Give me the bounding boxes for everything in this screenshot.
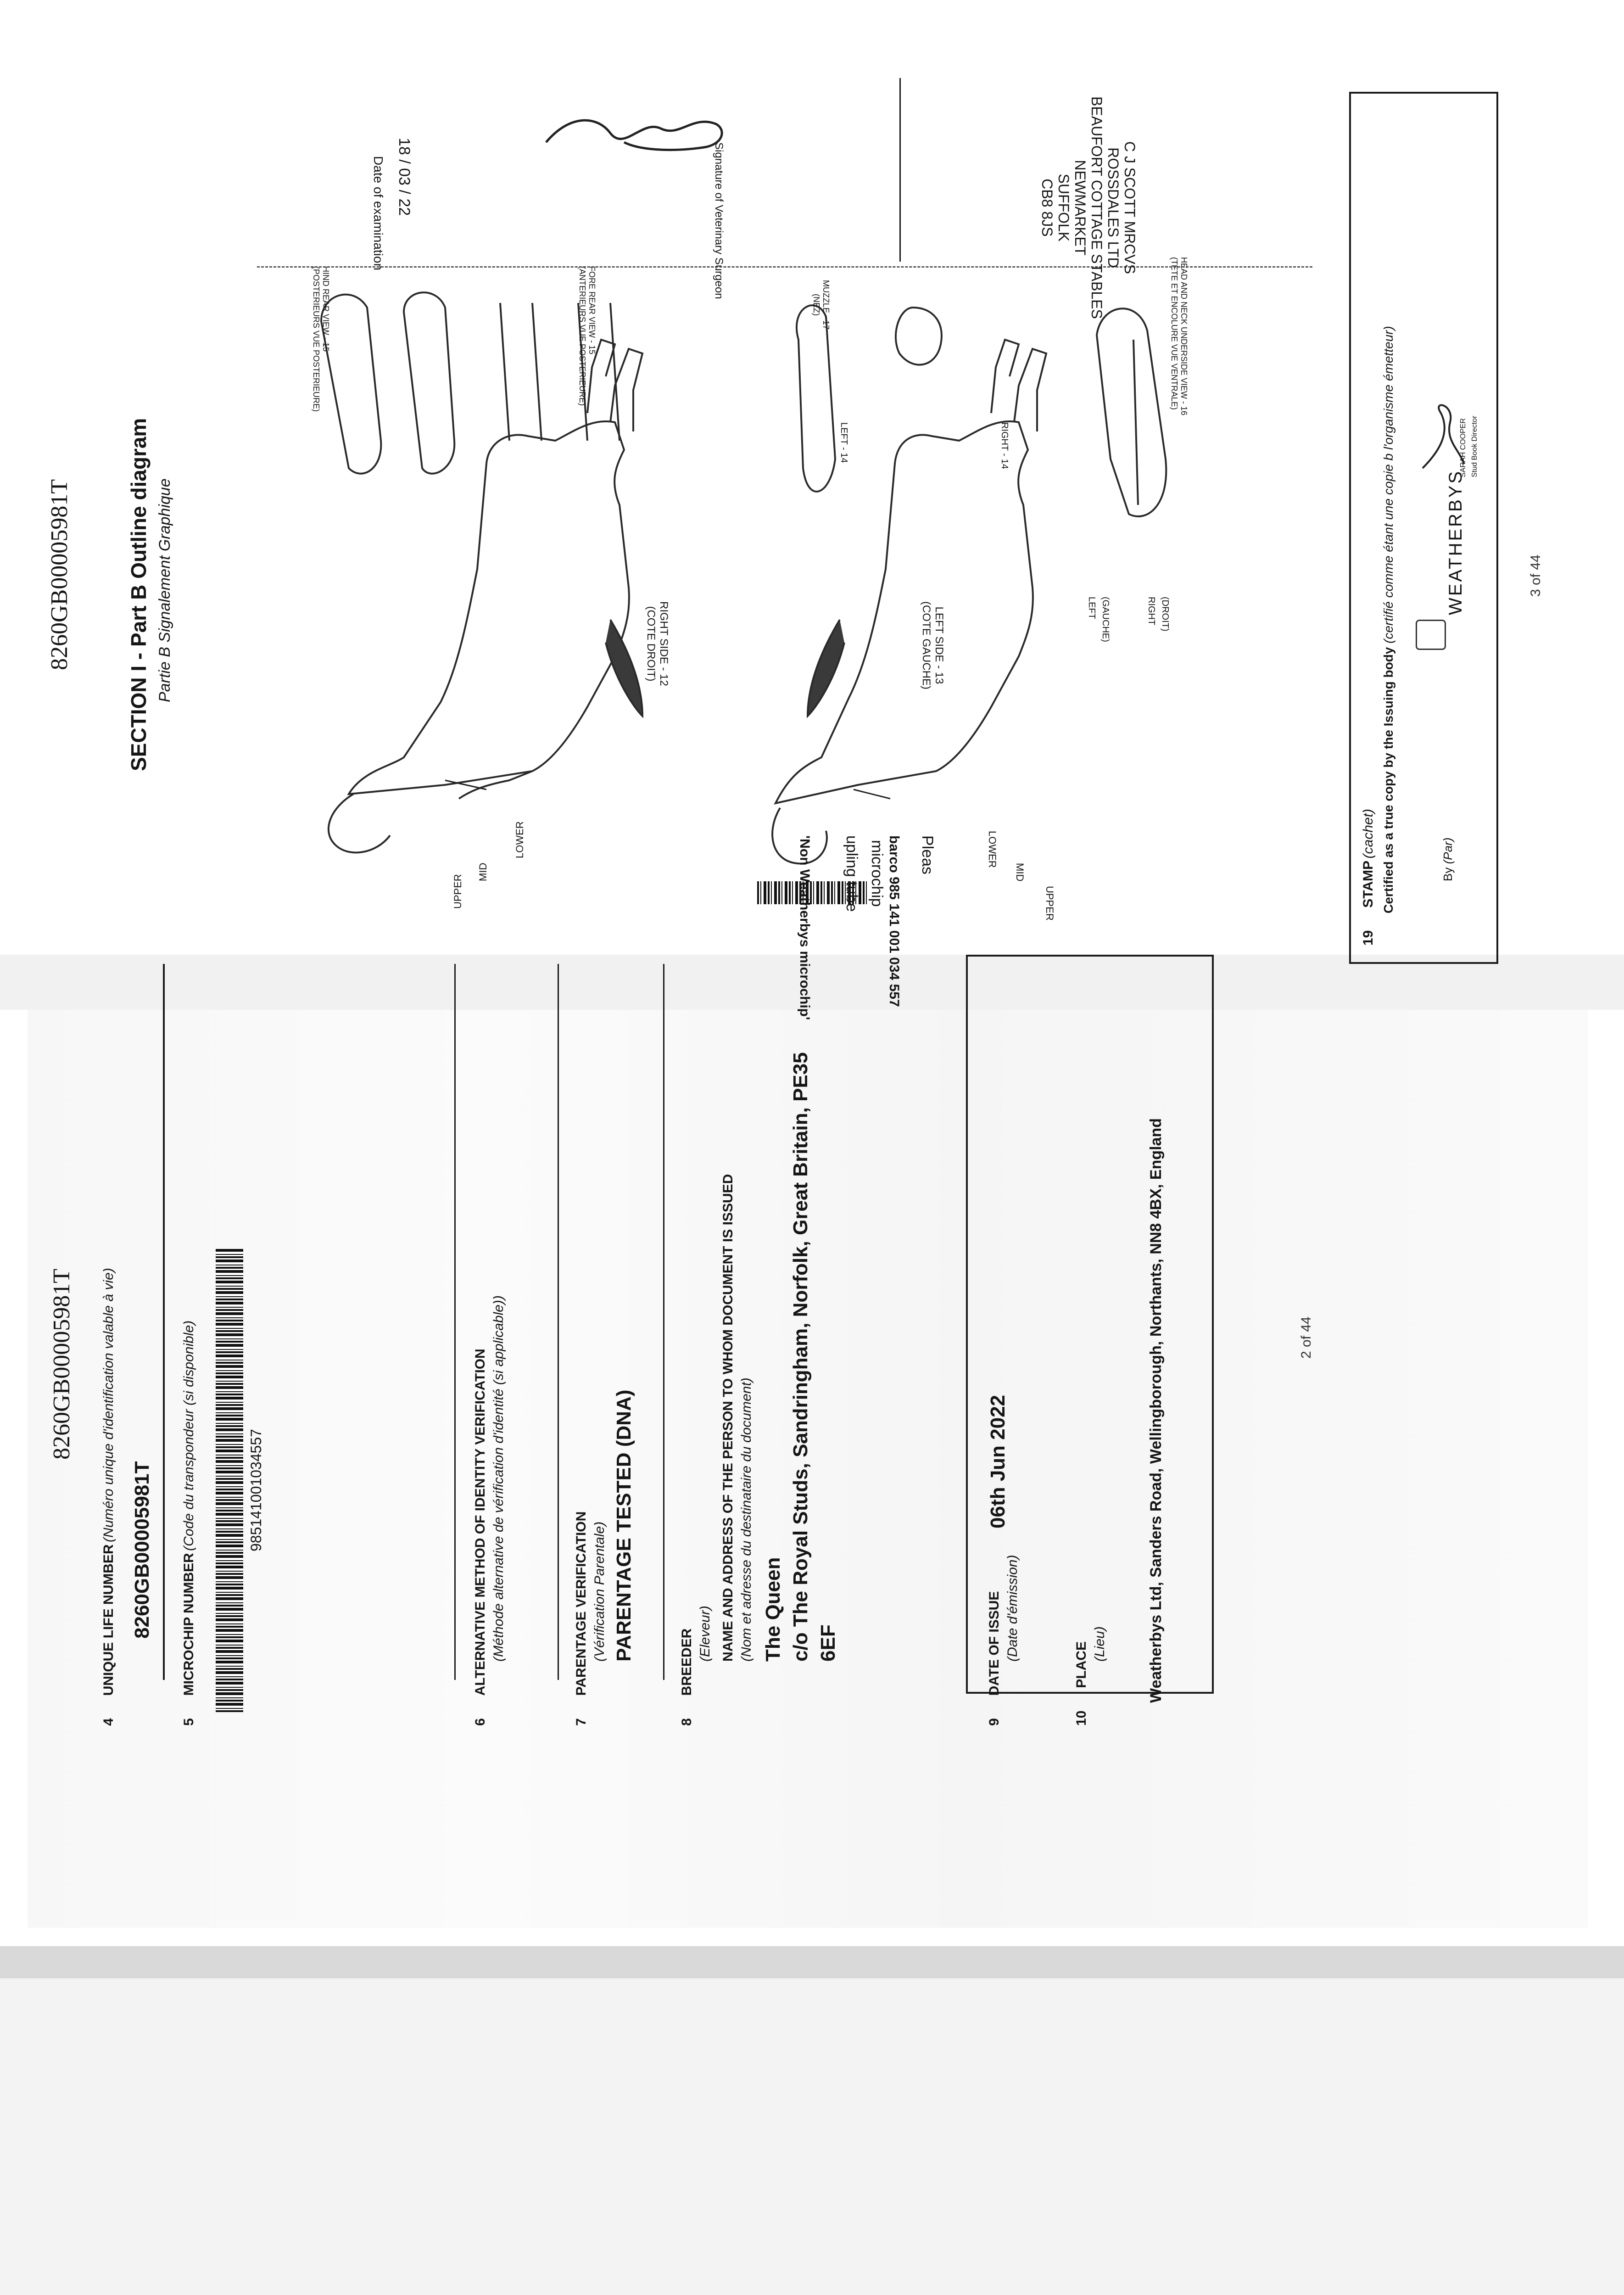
divider [558, 964, 559, 1680]
breeder-address: c/o The Royal Studs, Sandringham, Norfolk, Great Britain, PE35 [789, 1052, 812, 1662]
stamp-certified [1381, 326, 1396, 913]
label-left-14: LEFT - 14 [839, 422, 849, 463]
head-neck-text-fr: (TETE ET ENCOLURE VUE VENTRALE) [1170, 257, 1179, 410]
breeder-address-postcode: 6EF [817, 1624, 839, 1662]
unique-life-number: 8260GB00005981T [131, 1461, 153, 1639]
field-label-fr: (Eleveur) [698, 1606, 713, 1662]
field-number: 9 [987, 1718, 1002, 1726]
vet-signature-label: Signature of Veterinary Surgeon [713, 142, 725, 299]
field-8 [679, 1629, 695, 1726]
by-label: By [1441, 867, 1455, 881]
field-label-fr: (Méthode alternative de vérification d'identité (si applicable)) [491, 1295, 506, 1662]
section-title: SECTION I - Part B Outline diagram [127, 418, 151, 771]
microchip-number: 985141001034557 [248, 1429, 264, 1551]
stamp-label: STAMP [1361, 860, 1376, 908]
practice-name: C J SCOTT MRCVS [1122, 141, 1138, 274]
weatherbys-logo: WEATHERBYS [1445, 469, 1466, 615]
label-left-side: LEFT SIDE - 13 [933, 606, 945, 684]
practice-line5: SUFFOLK [1055, 174, 1072, 242]
page-ref-left: 8260GB00005981T [49, 1269, 75, 1460]
field-label: DATE OF ISSUE [987, 1591, 1002, 1696]
non-weatherbys-microchip: 'Non Weatherbys microchip' [797, 835, 812, 1020]
stamp-by [1441, 838, 1455, 881]
label-right-droit: RIGHT [1146, 597, 1156, 626]
page-number-right: 3 of 44 [1528, 554, 1543, 597]
label-fore-rear [577, 266, 597, 406]
field-label-fr: (Date d'émission) [1005, 1555, 1020, 1662]
signatory-name: SARAH COOPER [1459, 418, 1467, 477]
field-label: PLACE [1074, 1641, 1089, 1688]
issued-to-label: NAME AND ADDRESS OF THE PERSON TO WHOM DOCUMENT IS ISSUED [720, 1174, 736, 1662]
page-ref-right: 8260GB00005981T [46, 479, 73, 670]
hind-rear-text: HIND REAR VIEW - 15 [321, 266, 330, 352]
fore-rear-text-fr: (ANTERIEURS VUE POSTERIEURE) [578, 266, 587, 406]
field-number: 4 [101, 1718, 116, 1726]
field-number: 7 [574, 1718, 589, 1726]
divider [663, 964, 664, 1680]
certified-text: Certified as a true copy by the Issuing body [1381, 647, 1395, 913]
field-9 [987, 1591, 1002, 1726]
field-4 [101, 1268, 117, 1726]
sticker-please: Pleas [919, 835, 936, 875]
label-left-side-fr: (COTE GAUCHE) [920, 601, 932, 689]
label-muzzle [811, 280, 831, 330]
issue-box [966, 955, 1214, 1694]
vet-signature [541, 106, 734, 161]
muzzle-text: MUZZLE - 17 [821, 280, 831, 330]
scan-band [0, 1978, 1624, 2295]
signatory-title: Stud Book Director [1471, 415, 1479, 477]
practice-line3: BEAUFORT COTTAGE STABLES [1088, 96, 1105, 319]
hind-rear-text-fr: (POSTERIEURS VUE POSTERIEURE) [312, 266, 321, 412]
field-number: 19 [1361, 930, 1376, 946]
sticker-tube: upling tube [843, 835, 860, 912]
microchip-barcode [216, 1248, 243, 1712]
certified-text-fr: (certifié comme étant une copie b l'organisme émetteur) [1381, 326, 1395, 644]
right-side-label [644, 601, 670, 686]
head-neck-text: HEAD AND NECK UNDERSIDE VIEW - 16 [1179, 257, 1189, 416]
left-side-label [920, 601, 945, 689]
muzzle-text-fr: (NEZ) [812, 294, 821, 316]
place-value: Weatherbys Ltd, Sanders Road, Wellingborough, Northants, NN8 4BX, England [1147, 1118, 1165, 1703]
fore-rear-text: FORE REAR VIEW - 15 [587, 266, 597, 355]
weatherbys-crest-icon [1416, 620, 1446, 650]
field-label-fr: (Lieu) [1092, 1626, 1107, 1662]
label-right-side-fr: (COTE DROIT) [645, 606, 657, 682]
label-head-neck [1169, 257, 1189, 415]
field-label-fr: (Vérification Parentale) [592, 1521, 607, 1662]
vet-date-label: Date of examination [371, 156, 385, 271]
field-number: 10 [1074, 1710, 1089, 1726]
field-label: ALTERNATIVE METHOD OF IDENTITY VERIFICATION [473, 1349, 488, 1696]
label-mid: MID [477, 862, 489, 881]
field-5 [181, 1321, 197, 1726]
page-number-left: 2 of 44 [1299, 1316, 1314, 1359]
field-number: 6 [473, 1718, 488, 1726]
date-of-issue: 06th Jun 2022 [987, 1394, 1009, 1528]
label-upper: UPPER [452, 874, 463, 909]
vet-date-value: 18 / 03 / 22 [396, 138, 413, 216]
label-left-gauche: LEFT [1087, 597, 1097, 619]
by-label-fr: (Par) [1441, 837, 1455, 864]
practice-line4: NEWMARKET [1072, 160, 1088, 256]
label-mid-2: MID [1014, 863, 1026, 882]
field-label: MICROCHIP NUMBER [181, 1553, 196, 1696]
divider [454, 964, 456, 1680]
practice-line2: ROSSDALES LTD [1105, 147, 1122, 268]
scan-band [0, 1946, 1624, 1978]
field-label-fr: (Numéro unique d'identification valable à vie) [101, 1268, 116, 1542]
breeder-name: The Queen [762, 1557, 784, 1662]
field-label: UNIQUE LIFE NUMBER [101, 1544, 116, 1696]
label-right-14: RIGHT - 14 [999, 422, 1010, 469]
stamp-label-fr: (cachet) [1361, 809, 1376, 859]
field-label: PARENTAGE VERIFICATION [574, 1511, 589, 1696]
sticker-barcode-text: barco 985 141 001 034 557 [887, 835, 902, 1007]
vet-practice [1039, 96, 1138, 319]
label-left-fr: (GAUCHE) [1100, 597, 1111, 642]
field-7 [574, 1511, 589, 1726]
field-19 [1361, 809, 1376, 946]
field-label-fr: (Code du transpondeur (si disponible) [181, 1320, 196, 1551]
field-number: 5 [181, 1718, 196, 1726]
vet-box [257, 73, 1312, 271]
field-10 [1074, 1641, 1089, 1726]
divider [163, 964, 165, 1680]
field-6 [473, 1349, 488, 1726]
label-right-side: RIGHT SIDE - 12 [658, 601, 670, 686]
issued-to-label-fr: (Nom et adresse du destinataire du document) [739, 1377, 754, 1662]
label-lower-2: LOWER [987, 831, 998, 868]
parentage-value: PARENTAGE TESTED (DNA) [613, 1389, 635, 1662]
field-label: BREEDER [679, 1628, 694, 1696]
section-subtitle: Partie B Signalement Graphique [156, 478, 173, 702]
label-lower: LOWER [514, 821, 525, 858]
vet-divider [899, 78, 901, 262]
label-upper-2: UPPER [1044, 886, 1055, 921]
sticker-chip: microchip [868, 840, 886, 907]
label-right-fr: (DROIT) [1160, 597, 1170, 632]
label-hind-rear [311, 266, 330, 412]
field-number: 8 [679, 1718, 694, 1726]
practice-line6: CB8 8JS [1039, 179, 1055, 237]
